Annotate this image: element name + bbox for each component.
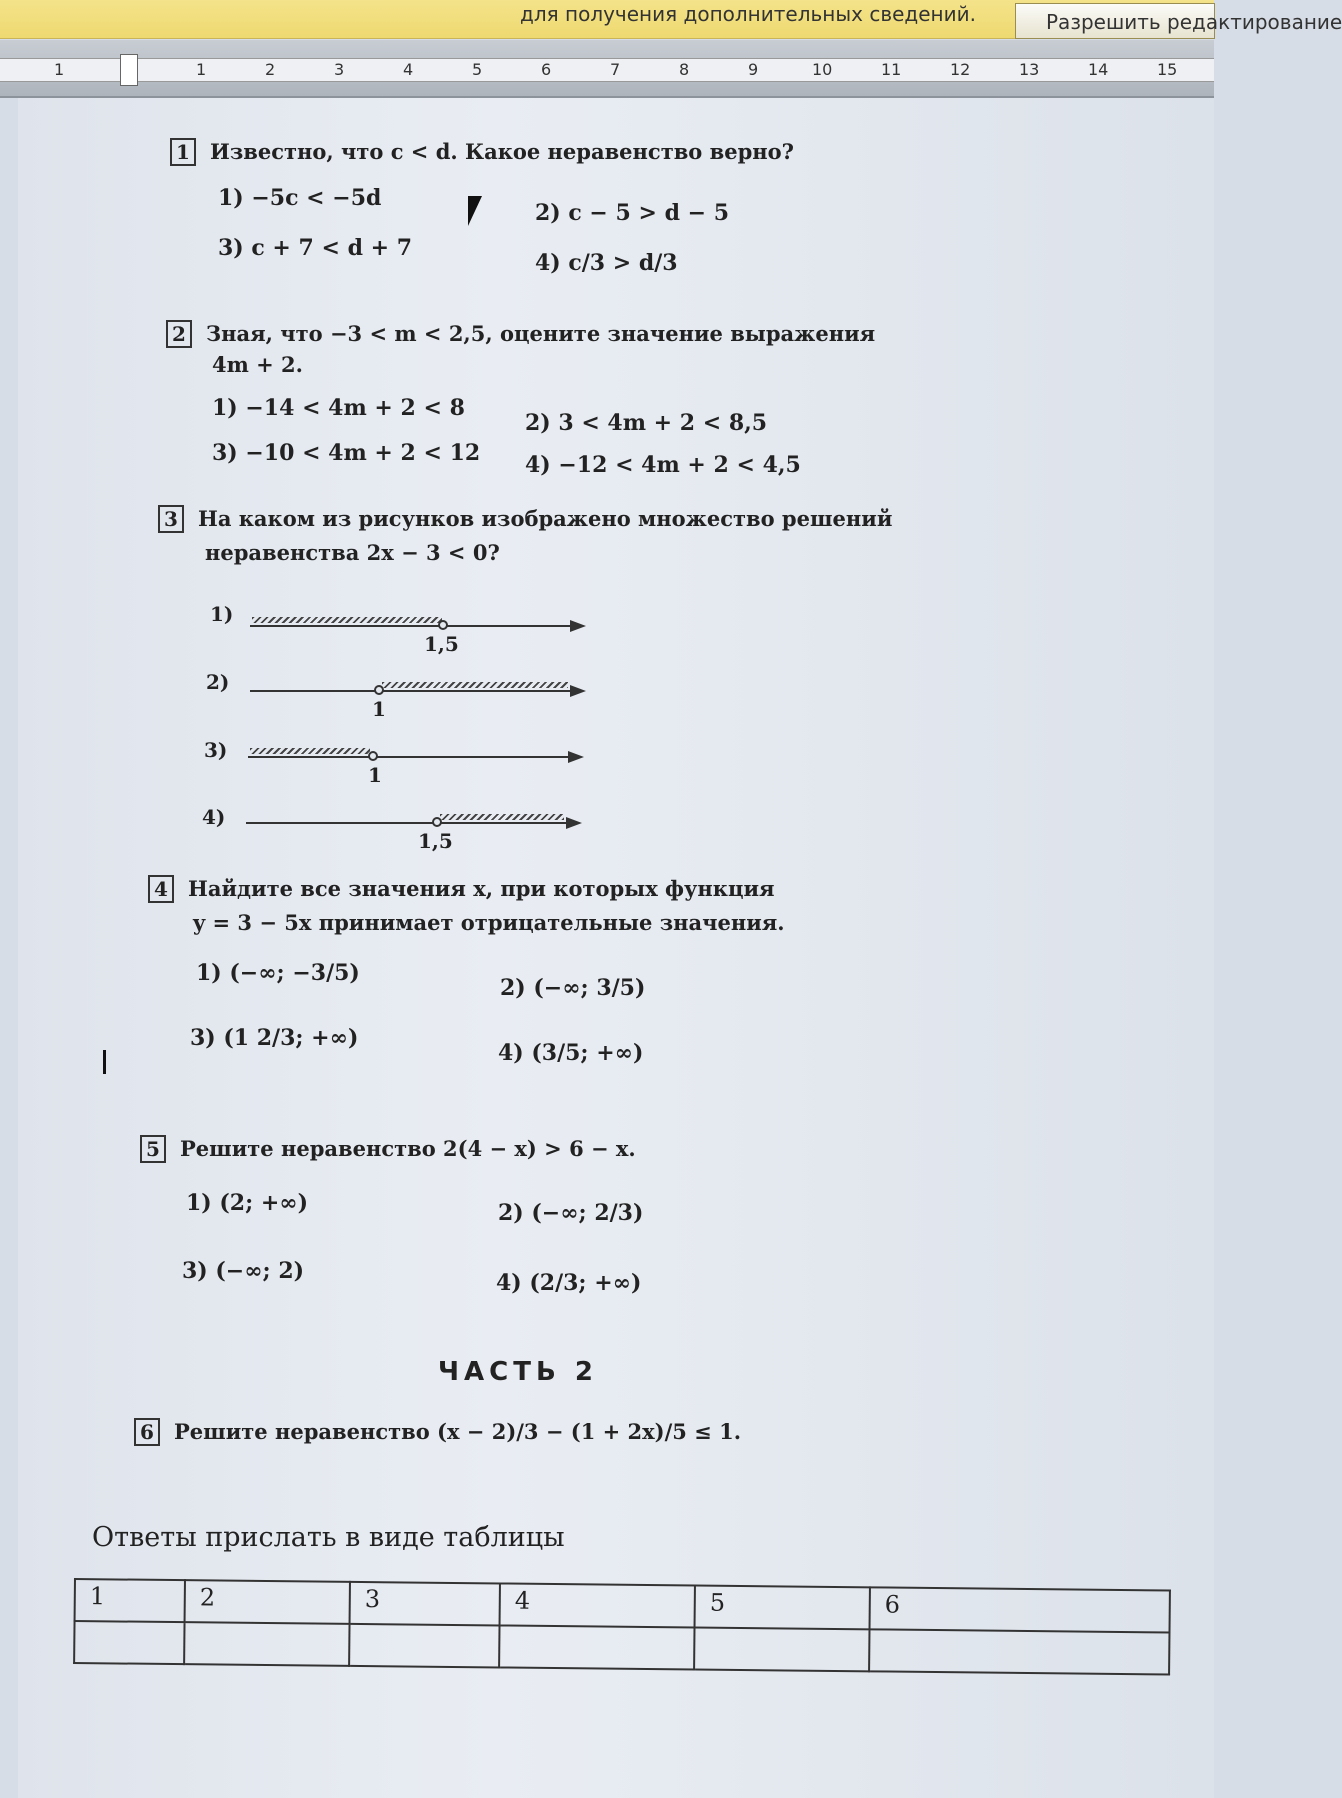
open-point [374,685,384,695]
hatched-region [440,814,564,820]
question-5 [140,1135,636,1163]
number-line [250,625,570,627]
table-header-cell: 4 [500,1583,695,1627]
ruler-number: 3 [334,60,345,79]
q2-option-2: 2) 3 < 4m + 2 < 8,5 [525,410,768,436]
hatched-region [382,682,568,688]
q5-option-4: 4) (2/3; +∞) [496,1270,642,1296]
mouse-pointer-icon [468,196,482,226]
table-header-cell: 1 [75,1579,185,1622]
q3-option-label: 2) [206,670,230,694]
question-number: 4 [148,875,174,903]
point-label: 1 [368,763,382,787]
open-point [368,751,378,761]
answer-cell[interactable] [694,1628,869,1672]
point-label: 1,5 [418,829,453,853]
ruler-number: 7 [610,60,621,79]
answers-heading: Ответы прислать в виде таблицы [92,1522,565,1553]
question-2 [166,320,875,348]
q1-option-4: 4) c/3 > d/3 [535,250,678,276]
ruler-number: 4 [403,60,414,79]
table-header-cell: 6 [870,1587,1170,1632]
horizontal-ruler[interactable] [0,40,1214,98]
point-label: 1 [372,697,386,721]
section-heading: ЧАСТЬ 2 [438,1357,598,1387]
q5-option-2: 2) (−∞; 2/3) [498,1200,644,1226]
ruler-number: 15 [1157,60,1178,79]
q3-option-label: 3) [204,738,228,762]
q4-option-2: 2) (−∞; 3/5) [500,975,646,1001]
answer-cell[interactable] [869,1629,1169,1674]
table-header-cell: 3 [350,1582,500,1626]
indent-marker[interactable] [120,54,138,86]
ruler-number: 10 [812,60,833,79]
question-number: 2 [166,320,192,348]
question-text: На каком из рисунков изображено множество решений [198,506,893,531]
answer-cell[interactable] [184,1622,349,1666]
question-text: Решите неравенство (x − 2)/3 − (1 + 2x)/5 ≤ 1. [174,1419,742,1444]
answer-cell[interactable] [74,1621,184,1664]
arrow-icon [566,817,582,829]
ruler-number: 2 [265,60,276,79]
question-3-continued: неравенства 2x − 3 < 0? [205,540,500,565]
question-number: 1 [170,138,196,166]
answer-cell[interactable] [499,1625,694,1669]
q2-option-1: 1) −14 < 4m + 2 < 8 [212,395,465,421]
ruler-number: 13 [1019,60,1040,79]
question-text: Зная, что −3 < m < 2,5, оцените значение выражения [206,321,876,346]
q5-option-3: 3) (−∞; 2) [182,1258,305,1284]
open-point [432,817,442,827]
ruler-number: 1 [196,60,207,79]
question-3 [158,505,892,533]
hatched-region [250,748,370,754]
question-number: 5 [140,1135,166,1163]
ruler-number: 6 [541,60,552,79]
ruler-number: 12 [950,60,971,79]
q5-option-1: 1) (2; +∞) [186,1190,309,1216]
number-line [246,822,566,824]
text-cursor-icon [103,1050,106,1074]
infobar-message: для получения дополнительных сведений. [520,2,976,26]
ruler-number: 14 [1088,60,1109,79]
question-text: Найдите все значения x, при которых функция [188,876,775,901]
hatched-region [252,617,442,623]
ruler-number: 5 [472,60,483,79]
q1-option-2: 2) c − 5 > d − 5 [535,200,730,226]
question-number: 3 [158,505,184,533]
ruler-number: 1 [54,60,65,79]
ruler-number: 9 [748,60,759,79]
question-text: Решите неравенство 2(4 − x) > 6 − x. [180,1136,636,1161]
number-line [248,756,568,758]
question-4-continued: y = 3 − 5x принимает отрицательные значения. [193,910,785,935]
q1-option-1: 1) −5c < −5d [218,185,382,211]
table-header-cell: 5 [695,1586,870,1630]
point-label: 1,5 [424,632,459,656]
ruler-number: 8 [679,60,690,79]
q3-option-label: 4) [202,805,226,829]
arrow-icon [568,751,584,763]
enable-editing-button[interactable]: Разрешить редактирование [1015,3,1215,39]
q2-option-3: 3) −10 < 4m + 2 < 12 [212,440,481,466]
question-4 [148,875,775,903]
open-point [438,620,448,630]
table-header-cell: 2 [185,1580,350,1624]
protected-view-bar [0,0,1342,39]
question-1 [170,138,794,166]
q3-option-label: 1) [210,602,234,626]
question-number: 6 [134,1418,160,1446]
question-2-continued: 4m + 2. [212,352,303,377]
question-text: Известно, что c < d. Какое неравенство верно? [210,139,794,164]
answer-table [73,1578,1171,1675]
q1-option-3: 3) c + 7 < d + 7 [218,235,413,261]
q2-option-4: 4) −12 < 4m + 2 < 4,5 [525,452,801,478]
ruler-number: 11 [881,60,902,79]
q4-option-1: 1) (−∞; −3/5) [196,960,360,986]
arrow-icon [570,620,586,632]
arrow-icon [570,685,586,697]
number-line [250,690,570,692]
q4-option-3: 3) (1 2/3; +∞) [190,1025,359,1051]
question-6 [134,1418,741,1446]
answer-cell[interactable] [349,1624,499,1668]
q4-option-4: 4) (3/5; +∞) [498,1040,644,1066]
